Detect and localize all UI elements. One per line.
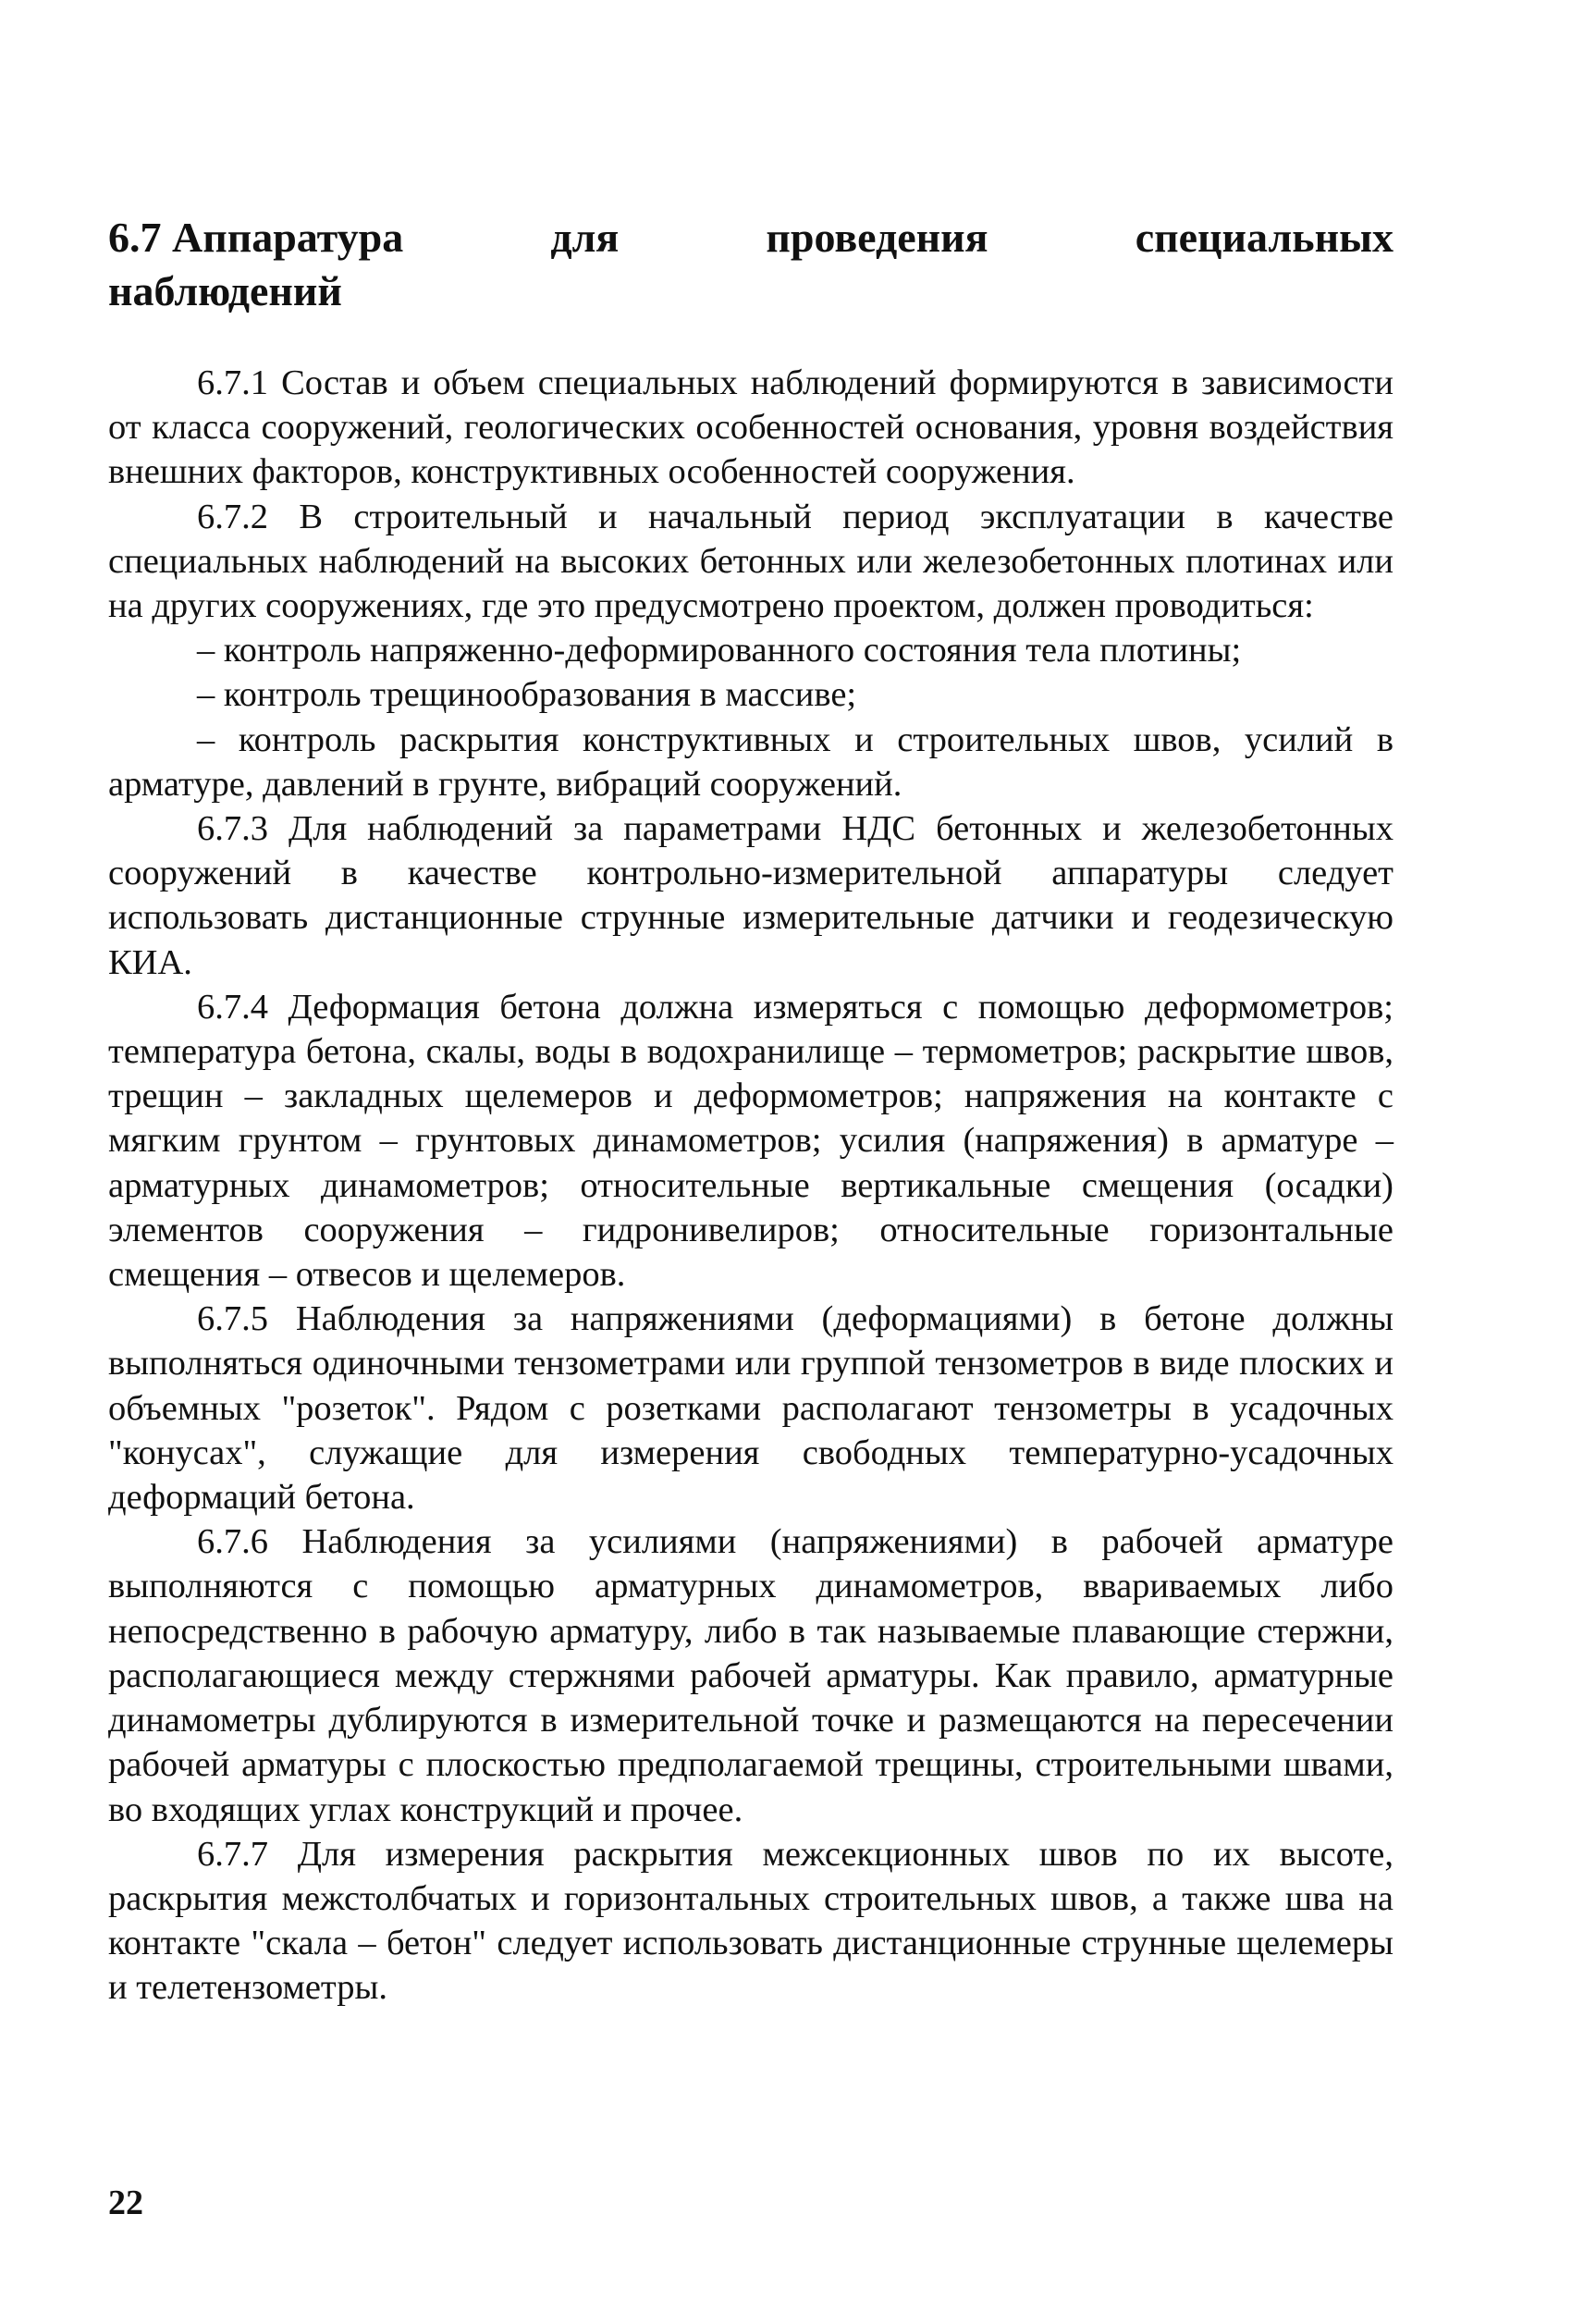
page-number: 22 [108, 2183, 143, 2222]
paragraph-6-7-7: 6.7.7 Для измерения раскрытия межсекционных швов по их высоте, раскрытия межстолбчатых и горизонтальных строительных швов, а также шва на контакте "скала – бетон" следует использовать дистанционные струнные щелемеры и телетензометры. [108, 1834, 1393, 2008]
heading-word-apparatus: Аппаратура [172, 214, 404, 261]
list-item-stress-strain-control: – контроль напряженно-деформированного состояния тела плотины; [197, 631, 1242, 670]
paragraph-6-7-1: 6.7.1 Состав и объем специальных наблюдений формируются в зависимости от класса сооружений, геологических особенностей основания, уровня воздействия внешних факторов, конструктивных особенностей сооружения. [108, 363, 1393, 492]
section-heading [108, 211, 1393, 318]
section-number: 6.7 [108, 214, 162, 261]
section-heading-line-1 [108, 211, 1393, 264]
paragraph-6-7-2: 6.7.2 В строительный и начальный период эксплуатации в качестве специальных наблюдений на высоких бетонных или железобетонных плотинах или на других сооружениях, где это предусмотрено проектом, должен проводиться: [108, 497, 1393, 626]
section-heading-number-and-word [108, 211, 403, 264]
paragraph-6-7-4: 6.7.4 Деформация бетона должна измеряться с помощью деформометров; температура бетона, скалы, воды в водохранилище – термометров; раскрытие швов, трещин – закладных щелемеров и деформометров; напряжения на контакте с мягким грунтом – грунтовых динамометров; усилия (напряжения) в арматуре – арматурных динамометров; относительные вертикальные смещения (осадки) элементов сооружения – гидронивелиров; относительные горизонтальные смещения – отвесов и щелемеров. [108, 987, 1393, 1295]
heading-word-observations: наблюдений [108, 267, 342, 314]
heading-word-for: для [550, 214, 620, 261]
heading-word-special: специальных [1135, 214, 1393, 261]
section-body [108, 361, 1393, 2011]
heading-word-conducting: проведения [766, 214, 988, 261]
paragraph-6-7-3: 6.7.3 Для наблюдений за параметрами НДС бетонных и железобетонных сооружений в качестве контрольно-измерительной аппаратуры следует использовать дистанционные струнные измерительные датчики и геодезическую КИА. [108, 809, 1393, 982]
paragraph-6-7-5: 6.7.5 Наблюдения за напряжениями (деформациями) в бетоне должны выполняться одиночными тензометрами или группой тензометров в виде плоских и объемных "розеток". Рядом с розетками располагают тензометры в усадочных "конусах", служащие для измерения свободных температурно-усадочных деформаций бетона. [108, 1299, 1393, 1518]
list-item-joint-opening-control: – контроль раскрытия конструктивных и строительных швов, усилий в арматуре, давлений в грунте, вибраций сооружений. [108, 720, 1393, 804]
list-item-crack-control: – контроль трещинообразования в массиве; [197, 675, 857, 715]
paragraph-6-7-6: 6.7.6 Наблюдения за усилиями (напряжениями) в рабочей арматуре выполняются с помощью арматурных динамометров, ввариваемых либо непосредственно в рабочую арматуру, либо в так называемые плавающие стержни, располагающиеся между стержнями рабочей арматуры. Как правило, арматурные динамометры дублируются в измерительной точке и размещаются на пересечении рабочей арматуры с плоскостью предполагаемой трещины, строительными швами, во входящих углах конструкций и прочее. [108, 1522, 1393, 1829]
